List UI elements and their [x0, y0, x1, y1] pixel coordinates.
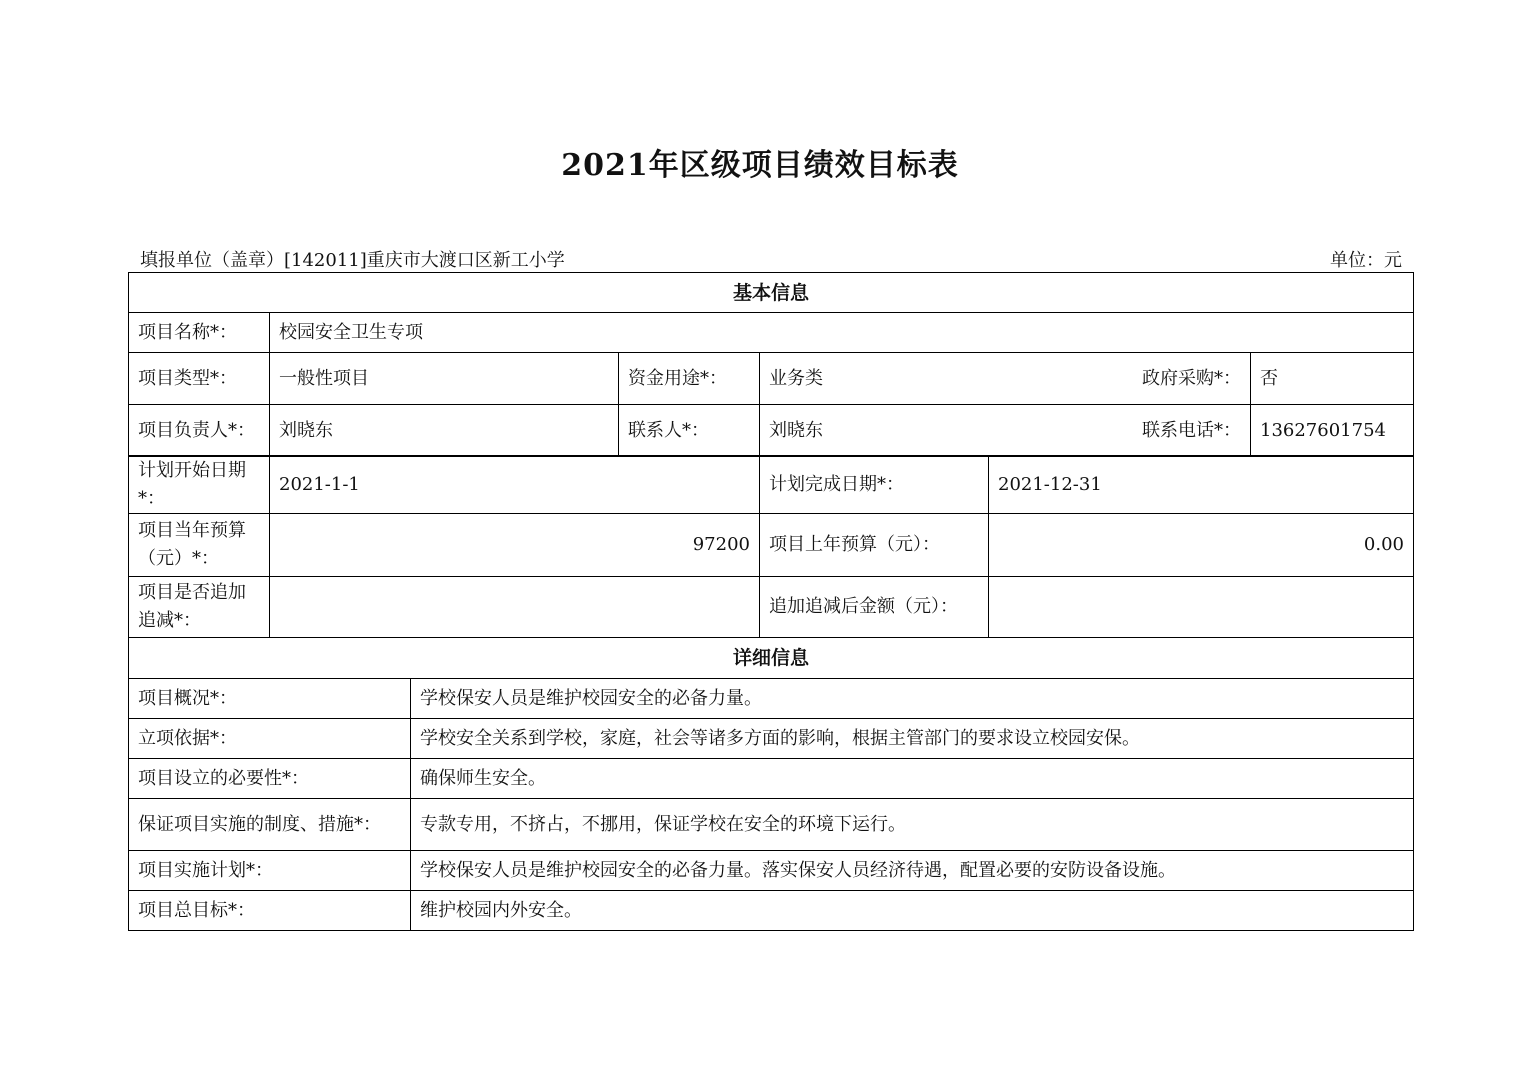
schedule-budget-table [128, 455, 1414, 638]
detail-info-table [128, 637, 1414, 931]
budget-label: 项目当年预算（元）*： [129, 514, 270, 577]
gov-procurement-label: 政府采购*： [1142, 367, 1241, 389]
table-row [129, 891, 1414, 931]
fund-use-label: 资金用途*： [619, 353, 760, 405]
detail-label: 保证项目实施的制度、措施*： [129, 799, 411, 851]
detail-value: 维护校园内外安全。 [411, 891, 1414, 931]
basic-info-table [128, 272, 1414, 457]
page-title: 2021年区级项目绩效目标表 [561, 148, 959, 183]
table-row [129, 679, 1414, 719]
leader-value: 刘晓东 [270, 405, 619, 457]
table-row [129, 719, 1414, 759]
start-date-value: 2021-1-1 [270, 456, 760, 514]
last-budget-label: 项目上年预算（元）： [760, 514, 989, 577]
budget-value: 97200 [270, 514, 760, 577]
section-detail-info: 详细信息 [129, 638, 1414, 679]
phone-label: 联系电话*： [1142, 419, 1241, 441]
fund-use-value: 业务类 [769, 367, 823, 389]
leader-label: 项目负责人*： [129, 405, 270, 457]
reporting-unit: 填报单位（盖章）[142011]重庆市大渡口区新工小学 [140, 250, 565, 271]
detail-value: 专款专用，不挤占，不挪用，保证学校在安全的环境下运行。 [411, 799, 1414, 851]
table-row [129, 851, 1414, 891]
detail-label: 项目设立的必要性*： [129, 759, 411, 799]
adjust-value [270, 577, 760, 638]
detail-value: 确保师生安全。 [411, 759, 1414, 799]
fund-use-cell [760, 353, 1251, 405]
detail-value: 学校保安人员是维护校园安全的必备力量。落实保安人员经济待遇，配置必要的安防设备设施。 [411, 851, 1414, 891]
detail-value: 学校保安人员是维护校园安全的必备力量。 [411, 679, 1414, 719]
last-budget-value: 0.00 [989, 514, 1414, 577]
adjust-label: 项目是否追加追减*： [129, 577, 270, 638]
section-basic-info: 基本信息 [129, 273, 1414, 313]
phone-value: 13627601754 [1251, 405, 1414, 457]
project-name-value: 校园安全卫生专项 [270, 313, 1414, 353]
adjusted-amount-label: 追加追减后金额（元）： [760, 577, 989, 638]
contact-value: 刘晓东 [769, 419, 823, 441]
table-row [129, 799, 1414, 851]
detail-value: 学校安全关系到学校，家庭，社会等诸多方面的影响，根据主管部门的要求设立校园安保。 [411, 719, 1414, 759]
end-date-value: 2021-12-31 [989, 456, 1414, 514]
detail-label: 项目概况*： [129, 679, 411, 719]
project-type-label: 项目类型*： [129, 353, 270, 405]
currency-unit: 单位：元 [1330, 250, 1402, 271]
adjusted-amount-value [989, 577, 1414, 638]
start-date-label: 计划开始日期*： [129, 456, 270, 514]
end-date-label: 计划完成日期*： [760, 456, 989, 514]
detail-label: 项目总目标*： [129, 891, 411, 931]
contact-cell [760, 405, 1251, 457]
contact-label: 联系人*： [619, 405, 760, 457]
gov-procurement-value: 否 [1251, 353, 1414, 405]
detail-label: 项目实施计划*： [129, 851, 411, 891]
table-row [129, 759, 1414, 799]
detail-label: 立项依据*： [129, 719, 411, 759]
project-type-value: 一般性项目 [270, 353, 619, 405]
project-name-label: 项目名称*： [129, 313, 270, 353]
